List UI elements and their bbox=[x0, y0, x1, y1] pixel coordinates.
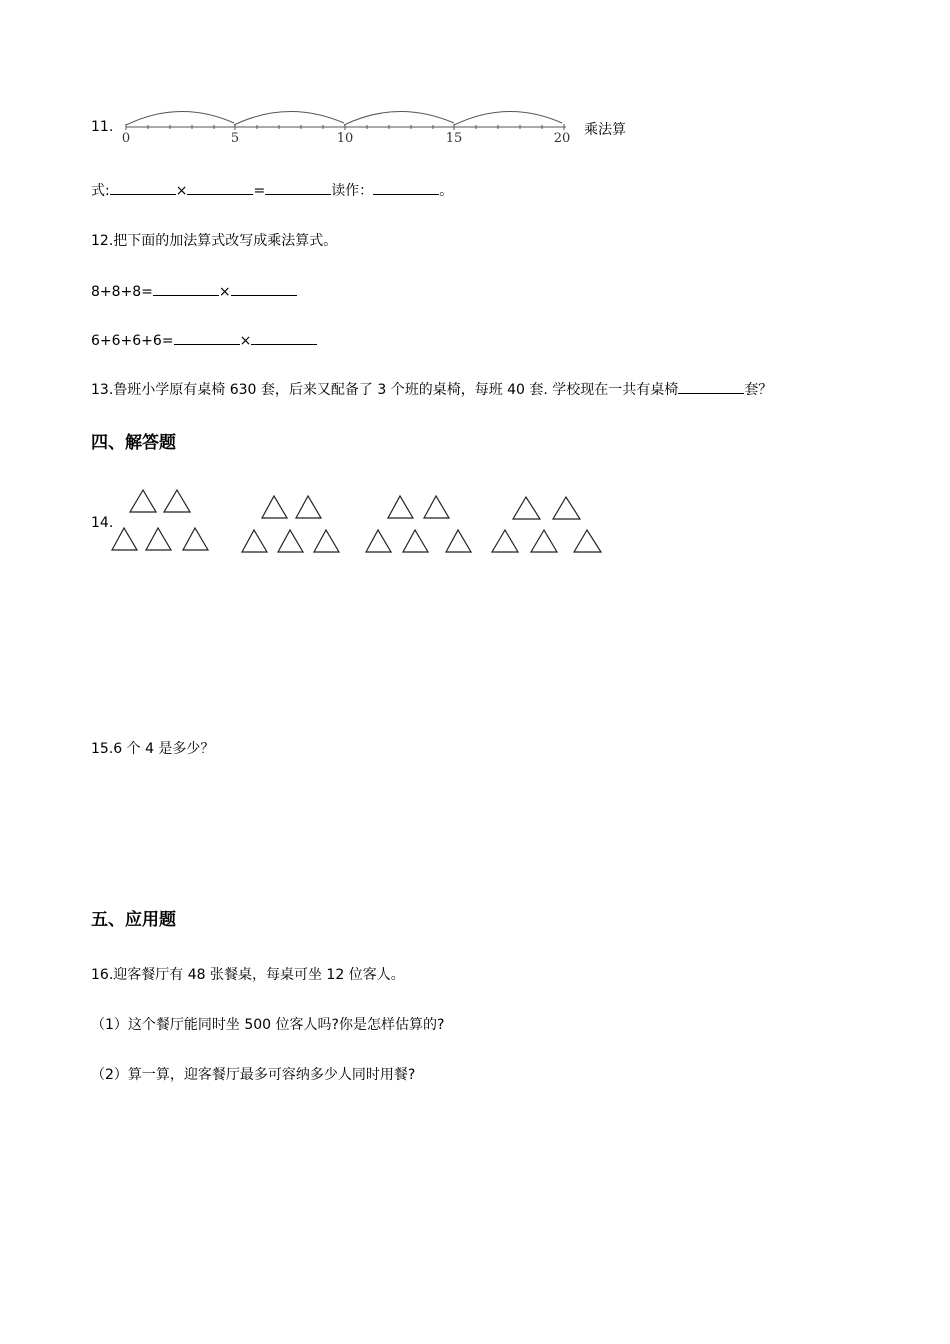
answer-blank[interactable] bbox=[174, 332, 240, 345]
answer-blank[interactable] bbox=[373, 182, 439, 195]
read-as-label: 读作： bbox=[331, 183, 374, 199]
answer-blank[interactable] bbox=[265, 182, 331, 195]
triangle-groups-figure bbox=[106, 486, 611, 556]
jump-arc-3 bbox=[344, 111, 454, 125]
question-14-number: 14. bbox=[91, 515, 114, 531]
tick-label-10: 10 bbox=[336, 131, 354, 145]
text-prefix: 式: bbox=[91, 183, 110, 199]
answer-blank[interactable] bbox=[231, 283, 297, 296]
question-12-eq1 bbox=[91, 283, 297, 301]
equation-text: 6+6+6+6= bbox=[91, 333, 174, 349]
question-16-part2: （2）算一算，迎客餐厅最多可容纳多少人同时用餐? bbox=[91, 1067, 416, 1083]
triangle-group-3 bbox=[366, 496, 471, 552]
triangle-group-4 bbox=[492, 497, 601, 552]
equals-sign: = bbox=[253, 183, 266, 199]
question-12-eq2 bbox=[91, 332, 317, 350]
jump-arc-4 bbox=[454, 111, 562, 125]
tick-label-5: 5 bbox=[230, 131, 240, 145]
question-13-end: 套？ bbox=[744, 382, 773, 398]
period: 。 bbox=[439, 183, 454, 199]
answer-blank[interactable] bbox=[251, 332, 317, 345]
triangle-group-1 bbox=[112, 490, 208, 550]
answer-blank[interactable] bbox=[187, 182, 253, 195]
tick-label-0: 0 bbox=[121, 131, 131, 145]
question-13-text: 13.鲁班小学原有桌椅 630 套，后来又配备了 3 个班的桌椅，每班 40 套. 学校现在一共有桌椅 bbox=[91, 382, 679, 398]
times-sign: × bbox=[239, 333, 252, 349]
section-4-title: 四、解答题 bbox=[91, 433, 176, 453]
question-11-line2 bbox=[91, 182, 453, 200]
times-sign: × bbox=[218, 284, 231, 300]
answer-blank[interactable] bbox=[110, 182, 176, 195]
question-16: 16.迎客餐厅有 48 张餐桌，每桌可坐 12 位客人。 bbox=[91, 967, 405, 983]
answer-blank[interactable] bbox=[153, 283, 219, 296]
equation-text: 8+8+8= bbox=[91, 284, 153, 300]
question-16-part1: （1）这个餐厅能同时坐 500 位客人吗?你是怎样估算的? bbox=[91, 1017, 445, 1033]
jump-arc-2 bbox=[234, 111, 344, 125]
section-5-title: 五、应用题 bbox=[91, 910, 176, 930]
number-line bbox=[118, 103, 578, 145]
question-15: 15.6 个 4 是多少？ bbox=[91, 741, 215, 757]
triangle-group-2 bbox=[242, 496, 339, 552]
question-12-title: 12.把下面的加法算式改写成乘法算式。 bbox=[91, 233, 338, 249]
jump-arc-1 bbox=[126, 111, 234, 125]
answer-blank[interactable] bbox=[678, 381, 744, 394]
tick-label-20: 20 bbox=[553, 131, 571, 145]
question-11-number: 11. bbox=[91, 119, 114, 135]
times-sign: × bbox=[175, 183, 188, 199]
question-13 bbox=[91, 381, 772, 399]
tick-label-15: 15 bbox=[445, 131, 463, 145]
question-11-tail: 乘法算 bbox=[584, 122, 626, 138]
